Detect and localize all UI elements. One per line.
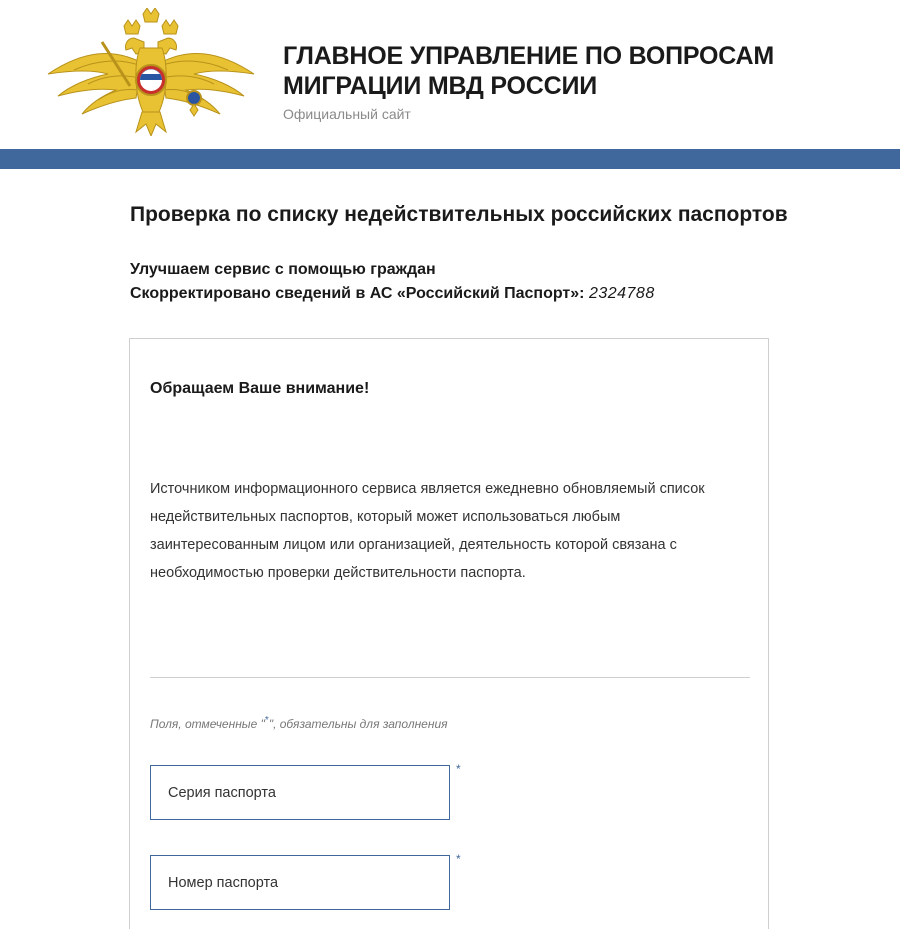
stats-block [130, 258, 655, 306]
page-title: Проверка по списку недействительных российских паспортов [130, 203, 788, 226]
divider [150, 677, 750, 678]
header-band [0, 149, 900, 169]
double-headed-eagle-icon[interactable] [44, 8, 258, 136]
passport-series-input[interactable] [150, 765, 450, 820]
stats-line-2 [130, 282, 655, 306]
passport-number-input[interactable] [150, 855, 450, 910]
site-title-line-2: МИГРАЦИИ МВД РОССИИ [283, 72, 597, 100]
series-required-star: * [456, 762, 461, 776]
notice-text: Источником информационного сервиса является ежедневно обновляемый список недействительных паспортов, который может использоваться любым заинтересованным лицом или организацией, деятельность которой связана с необходимостью проверки действительности паспорта. [150, 481, 705, 581]
notice-heading: Обращаем Ваше внимание! [150, 380, 370, 397]
stats-line-1: Улучшаем сервис с помощью граждан [130, 261, 436, 278]
site-title-line-1: ГЛАВНОЕ УПРАВЛЕНИЕ ПО ВОПРОСАМ [283, 42, 774, 70]
number-required-star: * [456, 852, 461, 866]
stats-label: Скорректировано сведений в АС «Российский Паспорт»: [130, 285, 585, 302]
required-note-star: * [264, 715, 269, 726]
required-note-suffix: ", обязательны для заполнения [268, 717, 448, 731]
stats-count: 2324788 [588, 285, 655, 302]
site-subtitle: Официальный сайт [283, 106, 411, 122]
required-fields-note [150, 715, 448, 731]
site-header [0, 0, 900, 149]
site-title[interactable] [283, 41, 774, 101]
check-form-card [129, 338, 769, 929]
required-note-prefix: Поля, отмеченные " [150, 717, 265, 731]
